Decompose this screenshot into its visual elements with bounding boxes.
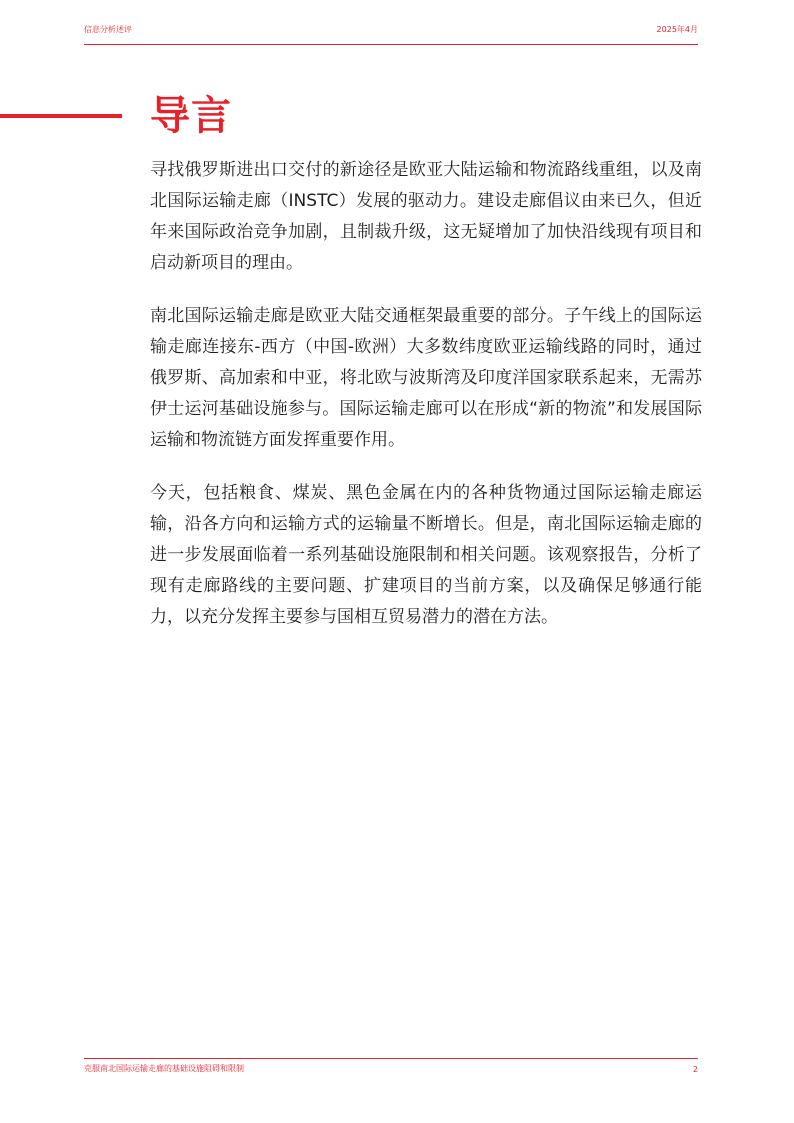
header-divider [84, 44, 698, 45]
paragraph-2: 南北国际运输走廊是欧亚大陆交通框架最重要的部分。子午线上的国际运输走廊连接东-西方（中国-欧洲）大多数纬度欧亚运输线路的同时，通过俄罗斯、高加索和中亚，将北欧与波斯湾及印度洋国家联系起来，无需苏伊士运河基础设施参与。国际运输走廊可以在形成“新的物流”和发展国际运输和物流链方面发挥重要作用。 [150, 306, 702, 450]
footer-divider [84, 1058, 698, 1059]
section-title: 导言 [150, 93, 232, 139]
page-number: 2 [692, 1065, 698, 1074]
paragraph-1: 寻找俄罗斯进出口交付的新途径是欧亚大陆运输和物流路线重组，以及南北国际运输走廊（INSTC）发展的驱动力。建设走廊倡议由来已久，但近年来国际政治竞争加剧，且制裁升级，这无疑增加了加快沿线现有项目和启动新项目的理由。 [150, 160, 702, 273]
paragraph-3: 今天，包括粮食、煤炭、黑色金属在内的各种货物通过国际运输走廊运输，沿各方向和运输方式的运输量不断增长。但是，南北国际运输走廊的进一步发展面临着一系列基础设施限制和相关问题。该观察报告，分析了现有走廊路线的主要问题、扩建项目的当前方案，以及确保足够通行能力，以充分发挥主要参与国相互贸易潜力的潜在方法。 [150, 483, 702, 627]
header-date: 2025年4月 [656, 25, 698, 34]
header-report-name: 信息分析述评 [84, 25, 132, 34]
body-text [150, 155, 702, 655]
title-accent-bar [0, 114, 122, 118]
footer-document-title: 克服南北国际运输走廊的基础设施阻碍和限制 [84, 1064, 244, 1073]
